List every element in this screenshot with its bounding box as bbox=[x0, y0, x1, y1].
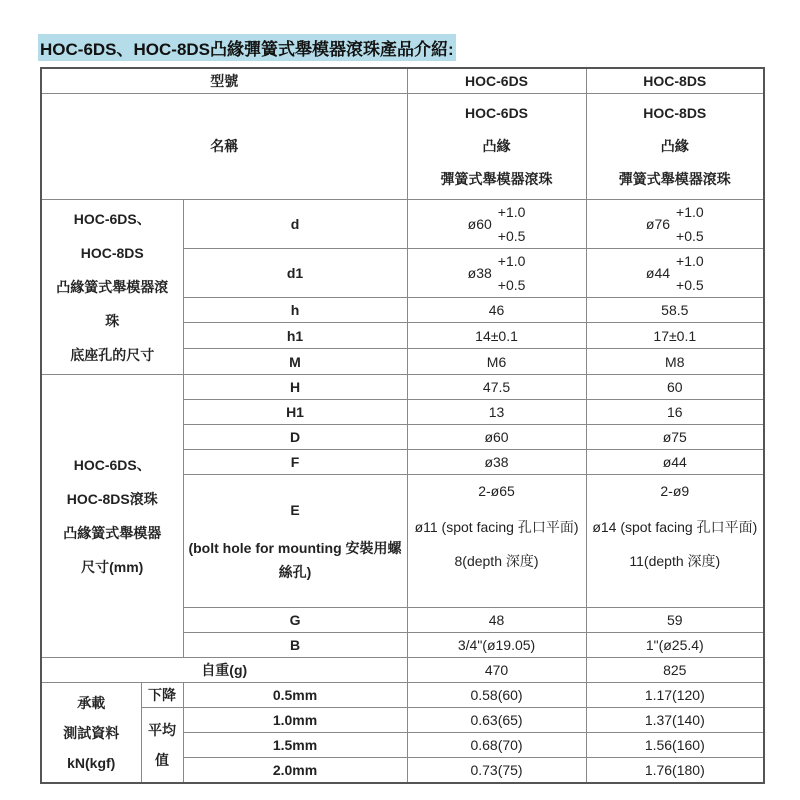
load-sub-label-2 bbox=[141, 708, 183, 784]
name-line: 彈簧式舉模器滾珠 bbox=[440, 171, 553, 187]
label-line: 測試資料 bbox=[63, 724, 120, 741]
value: 46 bbox=[407, 298, 586, 323]
value: 1.37(140) bbox=[586, 708, 764, 733]
value: 1.56(160) bbox=[586, 733, 764, 758]
table-row bbox=[41, 200, 764, 249]
label-line: HOC-8DS bbox=[80, 245, 144, 261]
name-8ds bbox=[586, 94, 764, 200]
value: 59 bbox=[586, 608, 764, 633]
value: 0.58(60) bbox=[407, 683, 586, 708]
upper-tol: +1.0 bbox=[676, 253, 704, 269]
value: 13 bbox=[407, 400, 586, 425]
dim-key: 1.5mm bbox=[183, 733, 407, 758]
value: ø38 bbox=[407, 450, 586, 475]
value: 470 bbox=[407, 658, 586, 683]
load-label bbox=[41, 683, 141, 784]
label-line: 尺寸(mm) bbox=[81, 559, 144, 575]
dim-key: H bbox=[183, 375, 407, 400]
table-row bbox=[41, 375, 764, 400]
value: 1.17(120) bbox=[586, 683, 764, 708]
dim-key: 1.0mm bbox=[183, 708, 407, 733]
name-line: 凸緣 bbox=[660, 138, 689, 154]
label-line: 平均 bbox=[148, 722, 176, 738]
value: 3/4"(ø19.05) bbox=[407, 633, 586, 658]
value: 48 bbox=[407, 608, 586, 633]
lower-tol: +0.5 bbox=[676, 228, 704, 244]
value-e-6ds bbox=[407, 475, 586, 608]
name-line: 彈簧式舉模器滾珠 bbox=[618, 171, 731, 187]
tolerance-value bbox=[407, 249, 586, 298]
dim-key: d bbox=[183, 200, 407, 249]
page-title: HOC-6DS、HOC-8DS凸緣彈簧式舉模器滾珠產品介紹: bbox=[38, 34, 456, 61]
dim-key: B bbox=[183, 633, 407, 658]
label-line: 凸緣簧式舉模器滾 bbox=[56, 279, 169, 295]
value-line: ø11 (spot facing 孔口平面) bbox=[414, 519, 579, 535]
base-value: ø76 bbox=[645, 216, 671, 232]
value: 58.5 bbox=[586, 298, 764, 323]
name-line: HOC-6DS bbox=[465, 105, 529, 121]
product-spec-table bbox=[40, 67, 765, 784]
label-line: 值 bbox=[155, 752, 169, 768]
upper-tol: +1.0 bbox=[676, 204, 704, 220]
dim-key: H1 bbox=[183, 400, 407, 425]
value: 47.5 bbox=[407, 375, 586, 400]
dim-key: F bbox=[183, 450, 407, 475]
value: 0.68(70) bbox=[407, 733, 586, 758]
value-line: 8(depth 深度) bbox=[454, 553, 539, 569]
name-label: 名稱 bbox=[41, 94, 407, 200]
name-6ds bbox=[407, 94, 586, 200]
tolerance-value bbox=[407, 200, 586, 249]
value: 0.63(65) bbox=[407, 708, 586, 733]
base-hole-group-label bbox=[41, 200, 183, 375]
dim-key: 2.0mm bbox=[183, 758, 407, 784]
value-e-8ds bbox=[586, 475, 764, 608]
value: 14±0.1 bbox=[407, 323, 586, 349]
dim-key: M bbox=[183, 349, 407, 375]
value: 16 bbox=[586, 400, 764, 425]
value-line: ø14 (spot facing 孔口平面) bbox=[592, 519, 758, 535]
label-line: HOC-6DS、 bbox=[73, 457, 151, 473]
dim-key: G bbox=[183, 608, 407, 633]
dim-key: E bbox=[290, 502, 300, 518]
value: ø44 bbox=[586, 450, 764, 475]
label-line: kN(kgf) bbox=[67, 754, 116, 771]
value: M8 bbox=[586, 349, 764, 375]
label-line: 底座孔的尺寸 bbox=[70, 347, 155, 363]
table-row bbox=[41, 68, 764, 94]
load-sub-label: 下降 bbox=[141, 683, 183, 708]
dim-key: D bbox=[183, 425, 407, 450]
label-line: HOC-8DS滾珠 bbox=[66, 491, 158, 507]
value: 1"(ø25.4) bbox=[586, 633, 764, 658]
value-line: 2-ø9 bbox=[660, 483, 690, 499]
value: M6 bbox=[407, 349, 586, 375]
value: 17±0.1 bbox=[586, 323, 764, 349]
value: 1.76(180) bbox=[586, 758, 764, 784]
label-line: HOC-6DS、 bbox=[73, 211, 151, 227]
dim-key-e bbox=[183, 475, 407, 608]
table-row bbox=[41, 683, 764, 708]
lower-tol: +0.5 bbox=[497, 277, 526, 293]
name-line: 凸緣 bbox=[482, 138, 511, 154]
tolerance-value bbox=[586, 200, 764, 249]
value: 60 bbox=[586, 375, 764, 400]
value: ø75 bbox=[586, 425, 764, 450]
value-line: 11(depth 深度) bbox=[629, 553, 721, 569]
table-row bbox=[41, 94, 764, 200]
value: 825 bbox=[586, 658, 764, 683]
dim-key: h1 bbox=[183, 323, 407, 349]
value: 0.73(75) bbox=[407, 758, 586, 784]
lower-tol: +0.5 bbox=[676, 277, 704, 293]
dim-desc: (bolt hole for mounting 安裝用螺絲孔) bbox=[188, 540, 402, 580]
weight-label: 自重(g) bbox=[41, 658, 407, 683]
model-6ds: HOC-6DS bbox=[407, 68, 586, 94]
table-row bbox=[41, 708, 764, 733]
name-line: HOC-8DS bbox=[643, 105, 707, 121]
dimensions-group-label bbox=[41, 375, 183, 658]
base-value: ø44 bbox=[645, 265, 671, 281]
value: ø60 bbox=[407, 425, 586, 450]
dim-key: h bbox=[183, 298, 407, 323]
tolerance-value bbox=[586, 249, 764, 298]
dim-key: d1 bbox=[183, 249, 407, 298]
lower-tol: +0.5 bbox=[497, 228, 526, 244]
model-8ds: HOC-8DS bbox=[586, 68, 764, 94]
label-line: 珠 bbox=[105, 313, 120, 329]
base-value: ø38 bbox=[467, 265, 492, 281]
table-row bbox=[41, 658, 764, 683]
dim-key: 0.5mm bbox=[183, 683, 407, 708]
value-line: 2-ø65 bbox=[478, 483, 515, 499]
upper-tol: +1.0 bbox=[497, 253, 526, 269]
label-line: 承載 bbox=[77, 694, 106, 711]
label-line: 凸緣簧式舉模器 bbox=[63, 525, 162, 541]
base-value: ø60 bbox=[467, 216, 492, 232]
model-label: 型號 bbox=[41, 68, 407, 94]
upper-tol: +1.0 bbox=[497, 204, 526, 220]
